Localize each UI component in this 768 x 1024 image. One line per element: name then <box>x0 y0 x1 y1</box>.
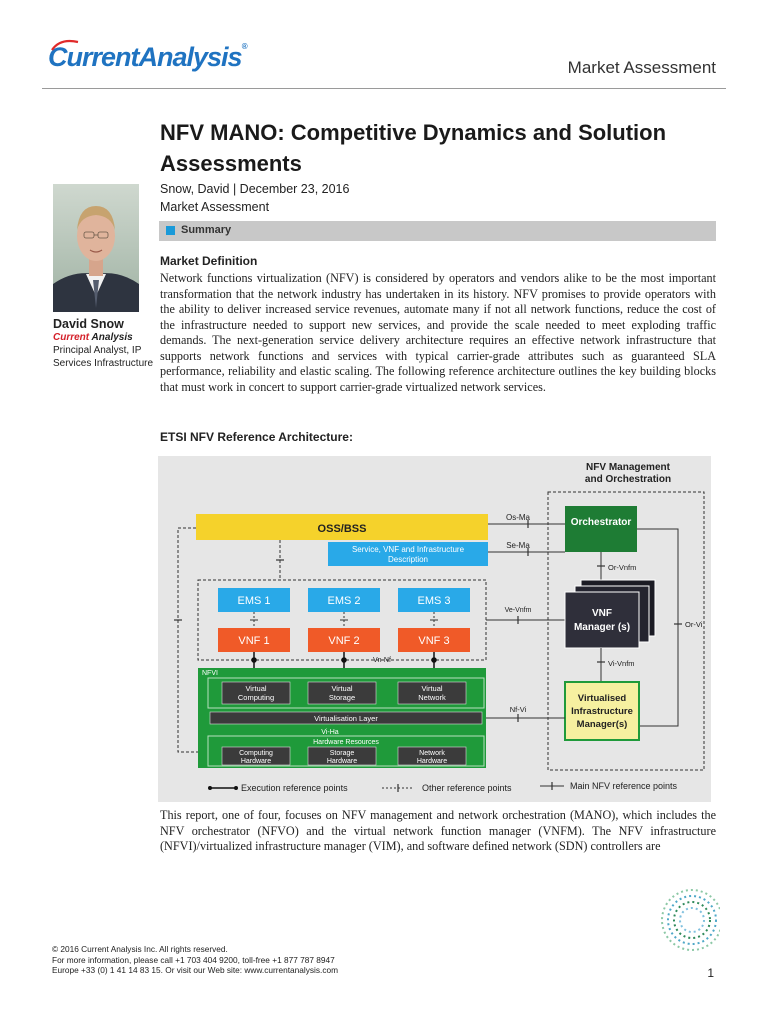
footer-contact: For more information, please call +1 703 404 9200, toll-free +1 877 787 8947 <box>52 954 335 965</box>
logo-trademark: ® <box>241 42 247 51</box>
virtual-storage-line1: Virtual <box>331 684 353 693</box>
virtual-network-line2: Network <box>418 693 446 702</box>
byline: Snow, David | December 23, 2016 <box>160 182 350 196</box>
vim-line2: Infrastructure <box>571 706 633 717</box>
oss-bss-label: OSS/BSS <box>317 523 367 535</box>
ref-vn-nf: Vn-Nf <box>373 657 391 664</box>
summary-label: Summary <box>181 224 232 236</box>
ems-label-1: EMS 1 <box>237 595 271 607</box>
mano-scope-paragraph: This report, one of four, focuses on NFV management and network orchestration (MANO), which includes the NFV orchestrator (NFVO) and the virtual network function manager (VNFM). The NFV infrastructure (NFVI)/virtualized infrastructure manager (VIM), and software defined network (SDN) controllers are <box>160 808 716 853</box>
logo-swoosh-icon <box>50 38 80 52</box>
document-title: NFV MANO: Competitive Dynamics and Solution Assessments <box>160 120 667 176</box>
service-description-line2: Description <box>387 555 429 564</box>
orchestrator-label: Orchestrator <box>570 517 632 528</box>
author-name: David Snow <box>53 317 124 331</box>
vim-line1: Virtualised <box>577 693 627 704</box>
computing-hardware-line2: Hardware <box>240 758 272 765</box>
market-definition-paragraph: Network functions virtualization (NFV) is considered by operators and vendors alike to be the most important transformation that the network industry has undertaken in its history. NFV promises to provide operators with the ability to deliver increased service revenues, automate many if not all network functions, reduce the cost of the infrastructure needed to support new services, and provide the scale needed to meet exploding traffic demands. The next-generation service delivery architecture requires an effective network infrastructure that supports network functions and services with typical carrier-grade attributes such as guaranteed SLA performance, reliability and elastic scaling. The following reference architecture outlines the key building blocks that must work in concert to support carrier-grade virtualized network services. <box>160 271 716 394</box>
summary-marker-icon <box>166 226 175 235</box>
author-role-line2: Services Infrastructure <box>53 358 154 369</box>
summary-bar <box>159 221 716 241</box>
ref-os-ma: Os-Ma <box>506 513 530 522</box>
ref-or-vnfm: Or-Vnfm <box>608 563 637 572</box>
vnf-row <box>218 628 470 652</box>
ref-se-ma: Se-Ma <box>506 541 530 550</box>
vnf-label-1: VNF 1 <box>238 635 270 647</box>
logo-text-analysis: Analysis <box>138 42 242 72</box>
author-company-part1: Current <box>53 332 90 343</box>
ref-nf-vi: Nf-Vi <box>509 705 527 714</box>
decorative-swirl-graphic <box>630 864 720 954</box>
virtual-storage-line2: Storage <box>328 693 356 702</box>
virtual-network-line1: Virtual <box>421 684 443 693</box>
author-photo <box>53 184 139 312</box>
vnf-manager-line1: VNF <box>592 608 612 619</box>
author-company <box>53 332 133 343</box>
ref-or-vi: Or-Vi <box>685 620 703 629</box>
storage-hardware-line2: Hardware <box>326 758 358 765</box>
document-type: Market Assessment <box>160 200 270 214</box>
network-hardware-line2: Hardware <box>416 758 448 765</box>
vnf-manager-box <box>565 592 639 648</box>
virtual-resources-row <box>222 682 466 704</box>
hardware-resources-label: Hardware Resources <box>313 739 379 746</box>
ems-row <box>218 588 470 612</box>
ref-vi-ha: Vi-Ha <box>321 729 339 736</box>
legend-main: Main NFV reference points <box>570 781 678 791</box>
mano-title-line1: NFV Management <box>586 462 670 473</box>
footer-copyright: © 2016 Current Analysis Inc. All rights reserved. <box>52 944 228 954</box>
footer-europe-contact: Europe +33 (0) 1 41 14 83 15. Or visit our Web site: www.currentanalysis.com <box>52 965 338 975</box>
author-company-part2: Analysis <box>91 332 133 343</box>
vnf-label-3: VNF 3 <box>418 635 450 647</box>
virtual-computing-line2: Computing <box>237 693 275 702</box>
section-heading: Market Definition <box>160 254 258 268</box>
storage-hardware-line1: Storage <box>329 750 355 757</box>
header-divider <box>42 88 726 89</box>
vnf-label-2: VNF 2 <box>328 635 360 647</box>
ref-vi-vnfm: Vi-Vnfm <box>608 659 635 668</box>
vim-line3: Manager(s) <box>576 719 628 730</box>
ref-ve-vnfm: Ve-Vnfm <box>504 607 532 614</box>
page-number: 1 <box>707 966 714 980</box>
vnf-manager-line2: Manager (s) <box>573 622 631 633</box>
service-description-line1: Service, VNF and Infrastructure <box>351 545 465 554</box>
computing-hardware-line1: Computing <box>239 750 273 757</box>
ems-label-3: EMS 3 <box>417 595 451 607</box>
logo-text-current: Current <box>48 42 139 72</box>
mano-title-line2: and Orchestration <box>584 474 672 485</box>
ems-label-2: EMS 2 <box>327 595 361 607</box>
hardware-resources-row <box>222 747 466 765</box>
footer <box>52 944 338 976</box>
header-doc-category: Market Assessment <box>567 58 716 77</box>
author-role-line1: Principal Analyst, IP <box>53 345 142 356</box>
nfvi-label: NFVI <box>202 670 218 677</box>
orchestrator-box <box>565 506 637 552</box>
virtual-computing-line1: Virtual <box>245 684 267 693</box>
network-hardware-line1: Network <box>419 750 445 757</box>
legend-other: Other reference points <box>422 783 512 793</box>
virtualisation-layer-label: Virtualisation Layer <box>314 714 378 723</box>
legend-execution: Execution reference points <box>241 783 348 793</box>
figure-heading: ETSI NFV Reference Architecture: <box>160 430 353 444</box>
etsi-nfv-architecture-diagram <box>158 456 711 802</box>
